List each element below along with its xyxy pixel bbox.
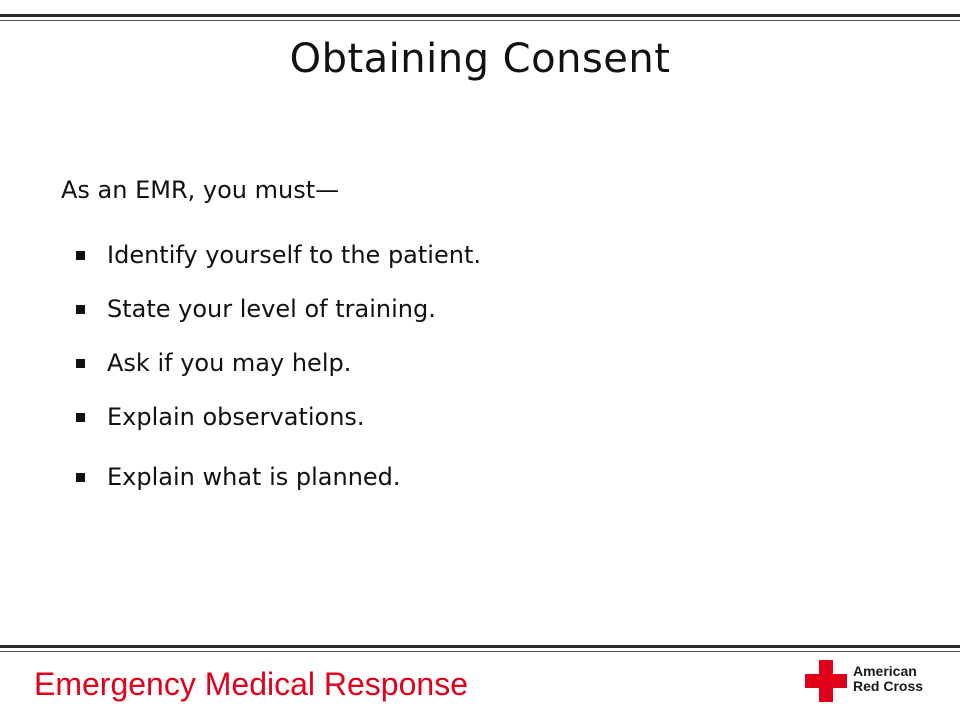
bottom-divider-thin (0, 651, 960, 652)
square-bullet-icon (76, 413, 85, 422)
course-name: Emergency Medical Response (34, 666, 468, 702)
top-divider-thick (0, 14, 960, 17)
bullet-item (74, 228, 481, 282)
bullet-text: Explain observations. (107, 403, 365, 431)
bottom-divider-thick (0, 645, 960, 648)
bullet-list (74, 228, 481, 506)
bullet-item (74, 448, 481, 506)
square-bullet-icon (76, 305, 85, 314)
bullet-text: Identify yourself to the patient. (107, 241, 481, 269)
logo-line-american: American (853, 663, 917, 679)
top-divider-thin (0, 20, 960, 21)
square-bullet-icon (76, 359, 85, 368)
square-bullet-icon (76, 473, 85, 482)
bullet-text: State your level of training. (107, 295, 436, 323)
bullet-item (74, 390, 481, 444)
logo-line-red-cross: Red Cross (853, 678, 924, 694)
square-bullet-icon (76, 251, 85, 260)
bullet-item (74, 282, 481, 336)
intro-text: As an EMR, you must— (61, 176, 340, 204)
bullet-item (74, 336, 481, 390)
american-red-cross-logo (805, 660, 945, 708)
red-cross-icon (805, 660, 847, 702)
bullet-text: Explain what is planned. (107, 463, 401, 491)
slide-title: Obtaining Consent (289, 36, 671, 82)
bullet-text: Ask if you may help. (107, 349, 352, 377)
logo-wordmark (853, 664, 923, 694)
